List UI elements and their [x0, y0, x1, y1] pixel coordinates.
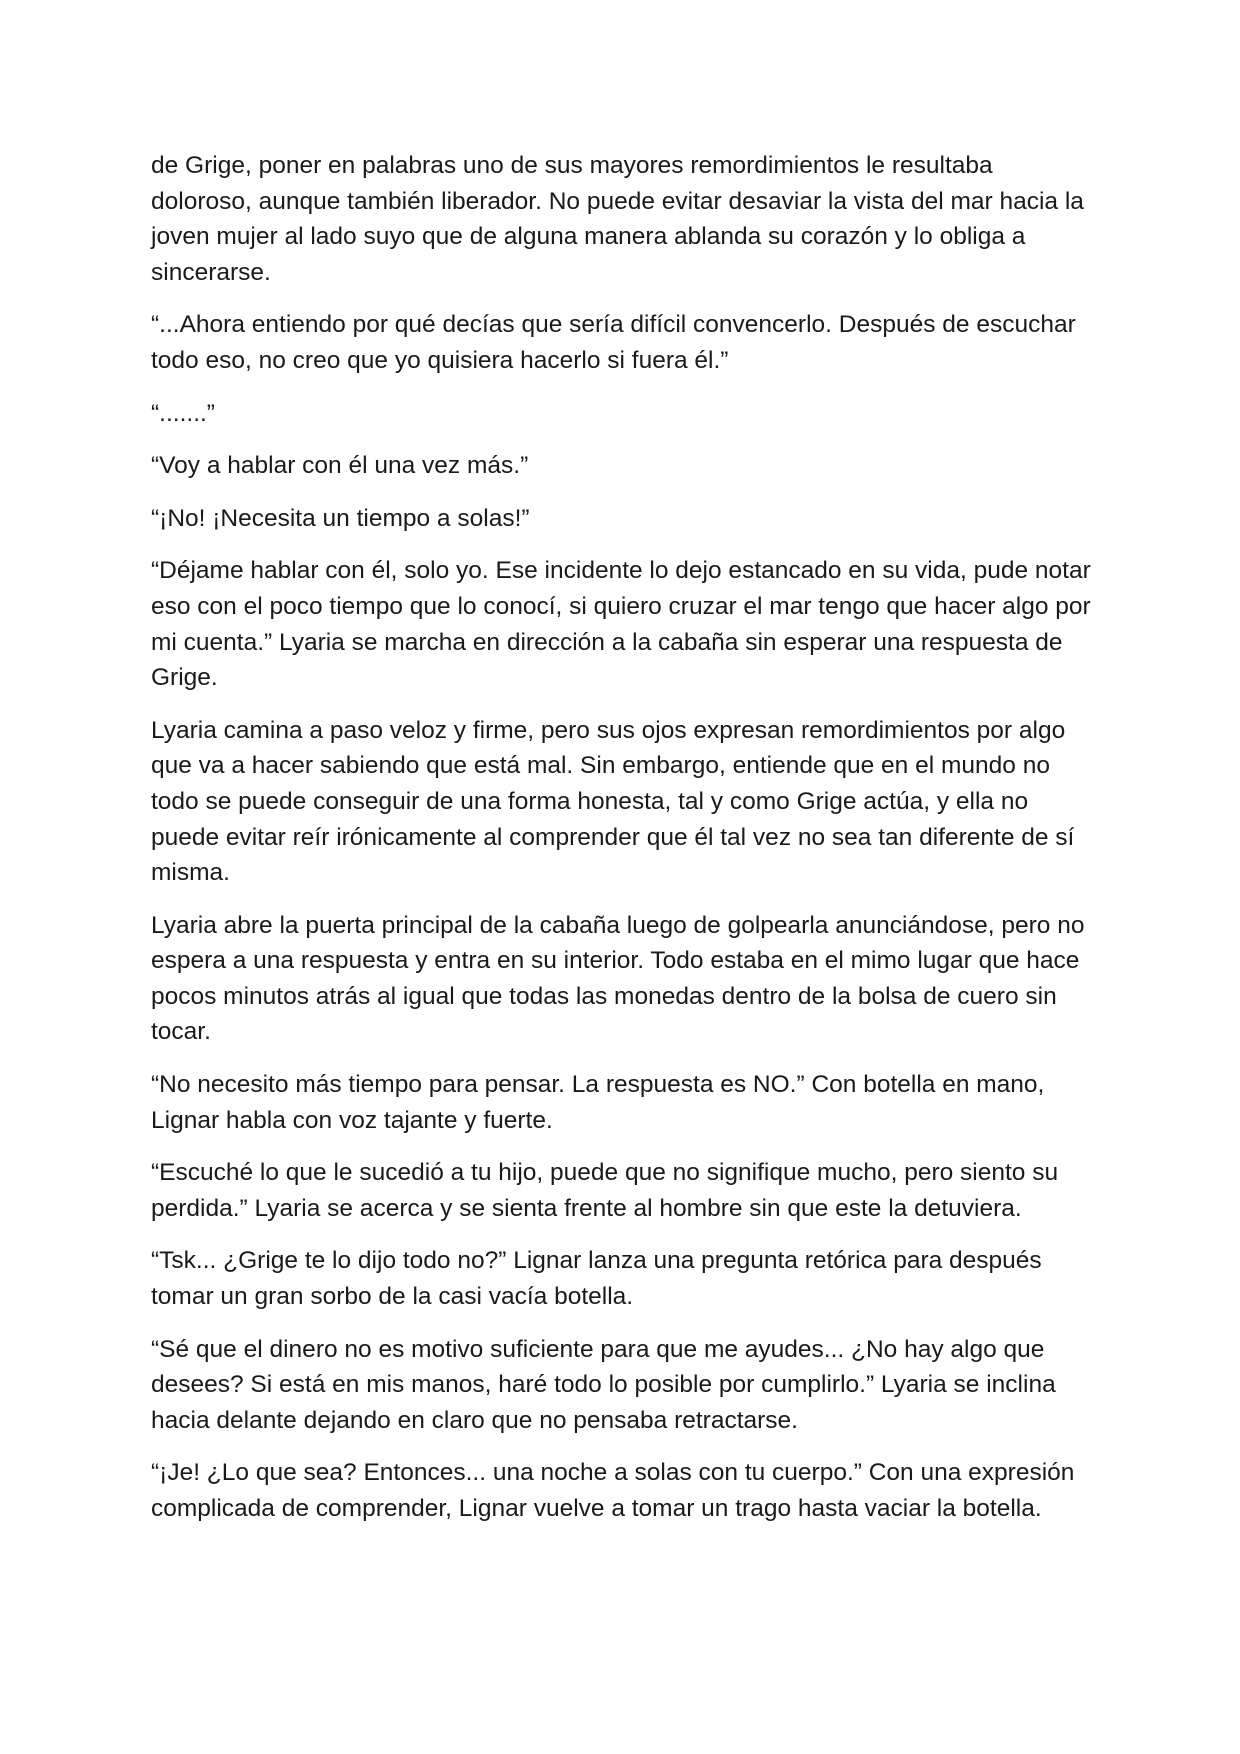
document-body — [151, 148, 1096, 1544]
paragraph: Lyaria camina a paso veloz y firme, pero sus ojos expresan remordimientos por algo que va a hacer sabiendo que está mal. Sin embargo, entiende que en el mundo no todo se puede conseguir de una forma honesta, tal y como Grige actúa, y ella no puede evitar reír irónicamente al comprender que él tal vez no sea tan diferente de sí misma. — [151, 716, 1075, 887]
paragraph: “¡Je! ¿Lo que sea? Entonces... una noche a solas con tu cuerpo.” Con una expresión complicada de comprender, Lignar vuelve a tomar un trago hasta vaciar la botella. — [151, 1459, 1075, 1522]
paragraph: de Grige, poner en palabras uno de sus mayores remordimientos le resultaba doloroso, aunque también liberador. No puede evitar desaviar la vista del mar hacia la joven mujer al lado suyo que de alguna manera ablanda su corazón y lo obliga a sincerarse. — [151, 152, 1084, 286]
paragraph: “No necesito más tiempo para pensar. La respuesta es NO.” Con botella en mano, Lignar habla con voz tajante y fuerte. — [151, 1071, 1045, 1134]
paragraph: “Escuché lo que le sucedió a tu hijo, puede que no signifique mucho, pero siento su perdida.” Lyaria se acerca y se sienta frente al hombre sin que este la detuviera. — [151, 1159, 1059, 1222]
paragraph: “¡No! ¡Necesita un tiempo a solas!” — [151, 504, 530, 532]
paragraph: “Sé que el dinero no es motivo suficiente para que me ayudes... ¿No hay algo que desees? Si está en mis manos, haré todo lo posible por cumplirlo.” Lyaria se inclina hacia delante dejando en claro que no pensaba retractarse. — [151, 1335, 1056, 1434]
paragraph: Lyaria abre la puerta principal de la cabaña luego de golpearla anunciándose, pero no espera a una respuesta y entra en su interior. Todo estaba en el mimo lugar que hace pocos minutos atrás al igual que todas las monedas dentro de la bolsa de cuero sin tocar. — [151, 911, 1085, 1046]
paragraph: “Voy a hablar con él una vez más.” — [151, 452, 529, 480]
paragraph: “...Ahora entiendo por qué decías que sería difícil convencerlo. Después de escuchar todo eso, no creo que yo quisiera hacerlo si fuera él.” — [151, 311, 1076, 374]
paragraph: “Déjame hablar con él, solo yo. Ese incidente lo dejo estancado en su vida, pude notar eso con el poco tiempo que lo conocí, si quiero cruzar el mar tengo que hacer algo por mi cuenta.” Lyaria se marcha en dirección a la cabaña sin esperar una respuesta de Grige. — [151, 557, 1091, 692]
paragraph: “.......” — [151, 399, 215, 427]
paragraph: “Tsk... ¿Grige te lo dijo todo no?” Lignar lanza una pregunta retórica para después tomar un gran sorbo de la casi vacía botella. — [151, 1247, 1042, 1311]
